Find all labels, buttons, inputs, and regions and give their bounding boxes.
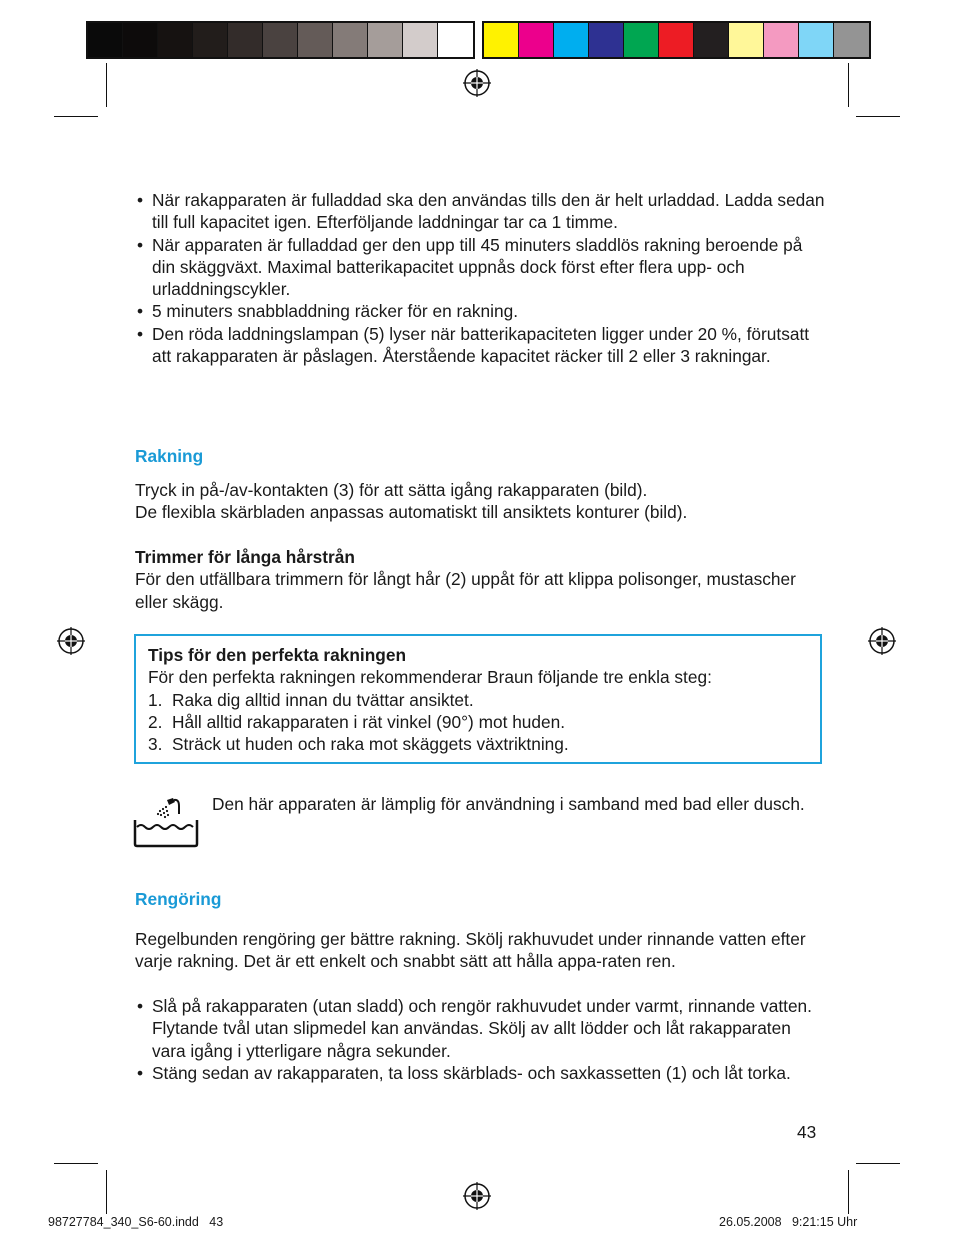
process-color-swatch — [694, 23, 729, 57]
rengoring-intro: Regelbunden rengöring ger bättre rakning. Skölj rakhuvudet under rinnande vatten efter varje rakning. Det är ett enkelt och snabbt sätt att hålla appa-raten ren. — [135, 929, 806, 972]
process-color-swatch — [764, 23, 799, 57]
gray-swatch — [438, 23, 473, 57]
list-item: • När apparaten är fulladdad ger den upp till 45 minuters sladdlös rakning beroende på din skäggväxt. Maximal batterikapacitet uppnås dock först efter flera upp- och urladdningscykler. — [135, 234, 825, 301]
trimmer-heading: Trimmer för långa hårstrån — [135, 547, 355, 567]
section-heading-rengoring: Rengöring — [135, 889, 222, 909]
gray-swatch — [403, 23, 438, 57]
gray-swatch — [333, 23, 368, 57]
rakning-line: De flexibla skärbladen anpassas automatiskt till ansiktets konturer (bild). — [135, 502, 688, 523]
list-item: • När rakapparaten är fulladdad ska den användas tills den är helt urladdad. Ladda sedan till full kapacitet igen. Efterföljande laddningar tar ca 1 timme. — [135, 189, 825, 234]
list-item: • 5 minuters snabbladdning räcker för en rakning. — [135, 300, 825, 322]
process-color-swatch — [589, 23, 624, 57]
process-color-bar — [482, 21, 871, 59]
rengoring-bullet-list — [135, 995, 815, 1084]
gray-swatch — [368, 23, 403, 57]
process-color-swatch — [659, 23, 694, 57]
registration-mark-icon — [463, 69, 491, 97]
gray-swatch — [193, 23, 228, 57]
charging-bullet-list — [135, 189, 825, 367]
crop-mark — [106, 63, 107, 107]
gray-swatch — [263, 23, 298, 57]
gray-swatch — [228, 23, 263, 57]
gray-swatch — [88, 23, 123, 57]
trimmer-text: För den utfällbara trimmern för långt hår (2) uppåt för att klippa polisonger, mustascher eller skägg. — [135, 569, 796, 612]
list-item: • Stäng sedan av rakapparaten, ta loss skärblads- och saxkassetten (1) och låt torka. — [135, 1062, 815, 1084]
list-item: 3. Sträck ut huden och raka mot skäggets växtriktning. — [148, 734, 569, 755]
list-item: 1. Raka dig alltid innan du tvättar ansiktet. — [148, 689, 474, 710]
list-item: • Den röda laddningslampan (5) lyser när batterikapaciteten ligger under 20 %, förutsatt att rakapparaten är påslagen. Återstående kapacitet räcker till 2 eller 3 rakningar. — [135, 323, 825, 368]
tips-heading: Tips för den perfekta rakningen — [148, 645, 406, 665]
crop-mark — [856, 1163, 900, 1164]
tips-box — [134, 634, 822, 764]
tips-intro: För den perfekta rakningen rekommenderar Braun följande tre enkla steg: — [148, 667, 712, 688]
list-item: 2. Håll alltid rakapparaten i rät vinkel (90°) mot huden. — [148, 711, 566, 732]
crop-mark — [848, 63, 849, 107]
crop-mark — [856, 116, 900, 117]
process-color-swatch — [624, 23, 659, 57]
page-number: 43 — [797, 1122, 817, 1142]
registration-mark-icon — [868, 627, 896, 655]
rakning-line: Tryck in på-/av-kontakten (3) för att sätta igång rakapparaten (bild). — [135, 480, 648, 500]
registration-mark-icon — [463, 1182, 491, 1210]
rakning-body — [135, 479, 825, 524]
list-item: • Slå på rakapparaten (utan sladd) och rengör rakhuvudet under varmt, rinnande vatten. Flytande tvål utan slipmedel kan användas. Skölj av allt lödder och låt rakapparaten vara igång i ytterligare några sekunder. — [135, 995, 815, 1062]
crop-mark — [54, 1163, 98, 1164]
tips-steps — [148, 689, 808, 756]
gray-swatch — [298, 23, 333, 57]
registration-mark-icon — [57, 627, 85, 655]
gray-swatch — [158, 23, 193, 57]
process-color-swatch — [834, 23, 869, 57]
bath-note: Den här apparaten är lämplig för användning i samband med bad eller dusch. — [212, 794, 805, 814]
process-color-swatch — [554, 23, 589, 57]
process-color-swatch — [729, 23, 764, 57]
crop-mark — [848, 1170, 849, 1214]
crop-mark — [54, 116, 98, 117]
footer-timestamp: 26.05.2008 9:21:15 Uhr — [719, 1215, 858, 1229]
process-color-swatch — [799, 23, 834, 57]
process-color-swatch — [519, 23, 554, 57]
crop-mark — [106, 1170, 107, 1214]
footer-file-info: 98727784_340_S6-60.indd 43 — [48, 1215, 224, 1229]
gray-swatch — [123, 23, 158, 57]
process-color-swatch — [484, 23, 519, 57]
section-heading-rakning: Rakning — [135, 446, 204, 466]
bath-shower-icon — [133, 796, 199, 848]
trimmer-section — [135, 546, 825, 613]
gray-color-bar — [86, 21, 475, 59]
